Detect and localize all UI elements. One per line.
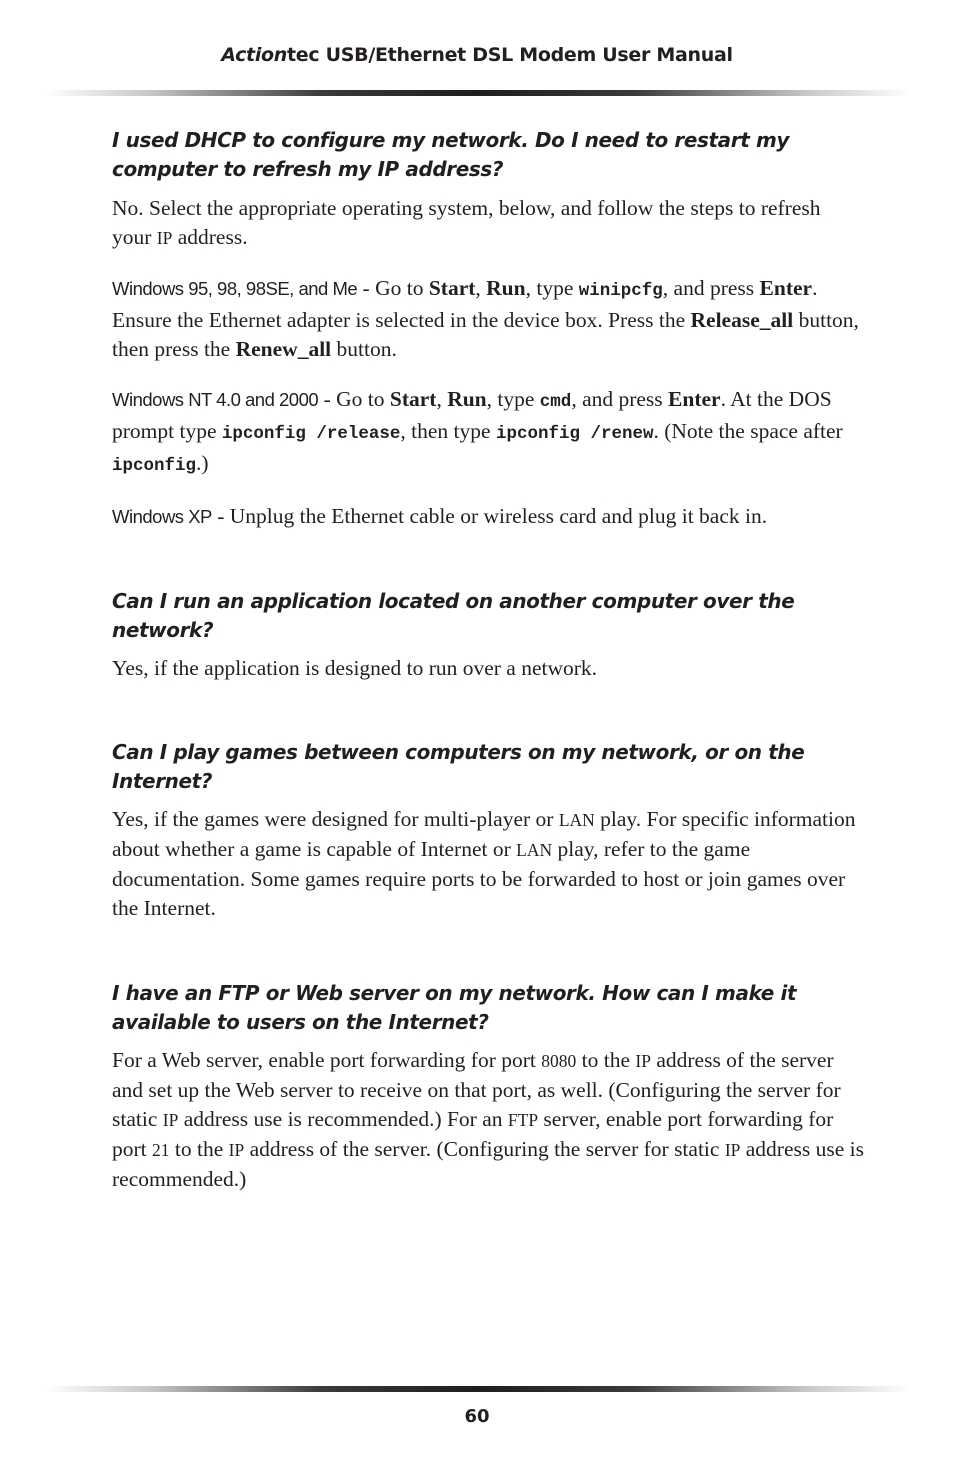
- step-text: - Go to: [318, 387, 390, 411]
- answer-text: address of the server. (Configuring the server for static: [244, 1137, 725, 1161]
- os-label-winnt: Windows NT 4.0 and 2000: [112, 389, 319, 410]
- answer-dhcp: [112, 194, 864, 253]
- step-text: , type: [486, 387, 540, 411]
- abbr-ip: IP: [162, 1110, 179, 1130]
- abbr-lan: LAN: [516, 840, 553, 860]
- header-title: USB/Ethernet DSL Modem User Manual: [319, 44, 733, 66]
- os-label-winxp: Windows XP: [112, 506, 212, 527]
- keyword-run: Run: [447, 387, 487, 411]
- step-text: . (Note the space after: [653, 419, 843, 443]
- step-text: ,: [436, 387, 448, 411]
- keyword-enter: Enter: [668, 387, 721, 411]
- answer-text: For a Web server, enable port forwarding for port: [112, 1048, 542, 1072]
- step-text: , type: [525, 276, 579, 300]
- abbr-ip: IP: [724, 1140, 741, 1160]
- keyword-start: Start: [428, 276, 476, 300]
- steps-winxp: [112, 502, 864, 531]
- answer-text: server, enable port forwarding for port: [112, 1107, 834, 1161]
- abbr-ip: IP: [635, 1051, 651, 1071]
- question-dhcp: I used DHCP to configure my network. Do I need to restart my computer to refresh my IP address?: [112, 128, 790, 181]
- answer-text: address.: [172, 225, 248, 249]
- step-text: , and press: [571, 387, 669, 411]
- os-label-win95: Windows 95, 98, 98SE, and Me: [112, 278, 358, 299]
- abbr-ftp: FTP: [507, 1110, 539, 1130]
- answer-ftp-web-server: [112, 1046, 864, 1194]
- answer-text: Yes, if the games were designed for multi-player or: [112, 807, 559, 831]
- step-text: - Go to: [357, 276, 429, 300]
- header-brand-rest: tec: [287, 44, 320, 66]
- step-text: , and press: [662, 276, 760, 300]
- answer-text: play, refer to the game documentation. Some games require ports to be forwarded to host or join games over the Internet.: [112, 837, 846, 920]
- keyword-renew-all: Renew_all: [235, 337, 332, 361]
- answer-text: play. For specific information about whether a game is capable of Internet or: [112, 807, 856, 861]
- page-number: 60: [464, 1406, 490, 1427]
- answer-text: address use is recommended.): [112, 1137, 864, 1191]
- step-text: . Ensure the Ethernet adapter is selected in the device box. Press the: [112, 276, 818, 332]
- answer-text: address of the server and set up the Web server to receive on that port, as well. (Configuring the server for static: [112, 1048, 841, 1131]
- answer-remote-application: Yes, if the application is designed to run over a network.: [112, 656, 598, 680]
- command-ipconfig-release: ipconfig /release: [221, 424, 401, 444]
- question-network-games: Can I play games between computers on my network, or on the Internet?: [112, 740, 805, 793]
- step-text: . At the DOS prompt type: [112, 387, 832, 443]
- answer-text: No. Select the appropriate operating system, below, and follow the steps to refresh your: [112, 196, 821, 249]
- abbr-lan: LAN: [558, 810, 595, 830]
- command-ipconfig-renew: ipconfig /renew: [495, 424, 654, 444]
- abbr-ip: IP: [156, 228, 173, 248]
- steps-winnt: [112, 385, 864, 481]
- answer-network-games: [112, 805, 864, 923]
- keyword-enter: Enter: [759, 276, 813, 300]
- answer-text: address use is recommended.) For an: [178, 1107, 508, 1131]
- answer-text: to the: [576, 1048, 636, 1072]
- header-brand-italic: Action: [221, 44, 288, 66]
- command-winipcfg: winipcfg: [578, 281, 663, 301]
- keyword-release-all: Release_all: [690, 308, 794, 332]
- step-text: button.: [331, 337, 397, 361]
- step-text: .): [196, 451, 209, 475]
- abbr-ip: IP: [228, 1140, 245, 1160]
- step-text: - Unplug the Ethernet cable or wireless card and plug it back in.: [211, 504, 768, 528]
- keyword-run: Run: [486, 276, 526, 300]
- port-number: 8080: [541, 1051, 577, 1071]
- answer-text: to the: [169, 1137, 229, 1161]
- footer-rule: [45, 1386, 911, 1392]
- question-ftp-web-server: I have an FTP or Web server on my network. How can I make it available to users on the Internet?: [112, 981, 797, 1034]
- step-text: , then type: [400, 419, 496, 443]
- step-text: ,: [475, 276, 487, 300]
- port-number: 21: [152, 1140, 170, 1160]
- page-body: [112, 126, 864, 1194]
- running-header: [0, 44, 954, 66]
- keyword-start: Start: [389, 387, 437, 411]
- command-cmd: cmd: [539, 392, 572, 412]
- command-ipconfig: ipconfig: [112, 456, 197, 476]
- steps-win95: [112, 274, 864, 364]
- question-remote-application: Can I run an application located on another computer over the network?: [112, 589, 795, 642]
- step-text: button, then press the: [112, 308, 859, 361]
- header-rule: [45, 90, 911, 96]
